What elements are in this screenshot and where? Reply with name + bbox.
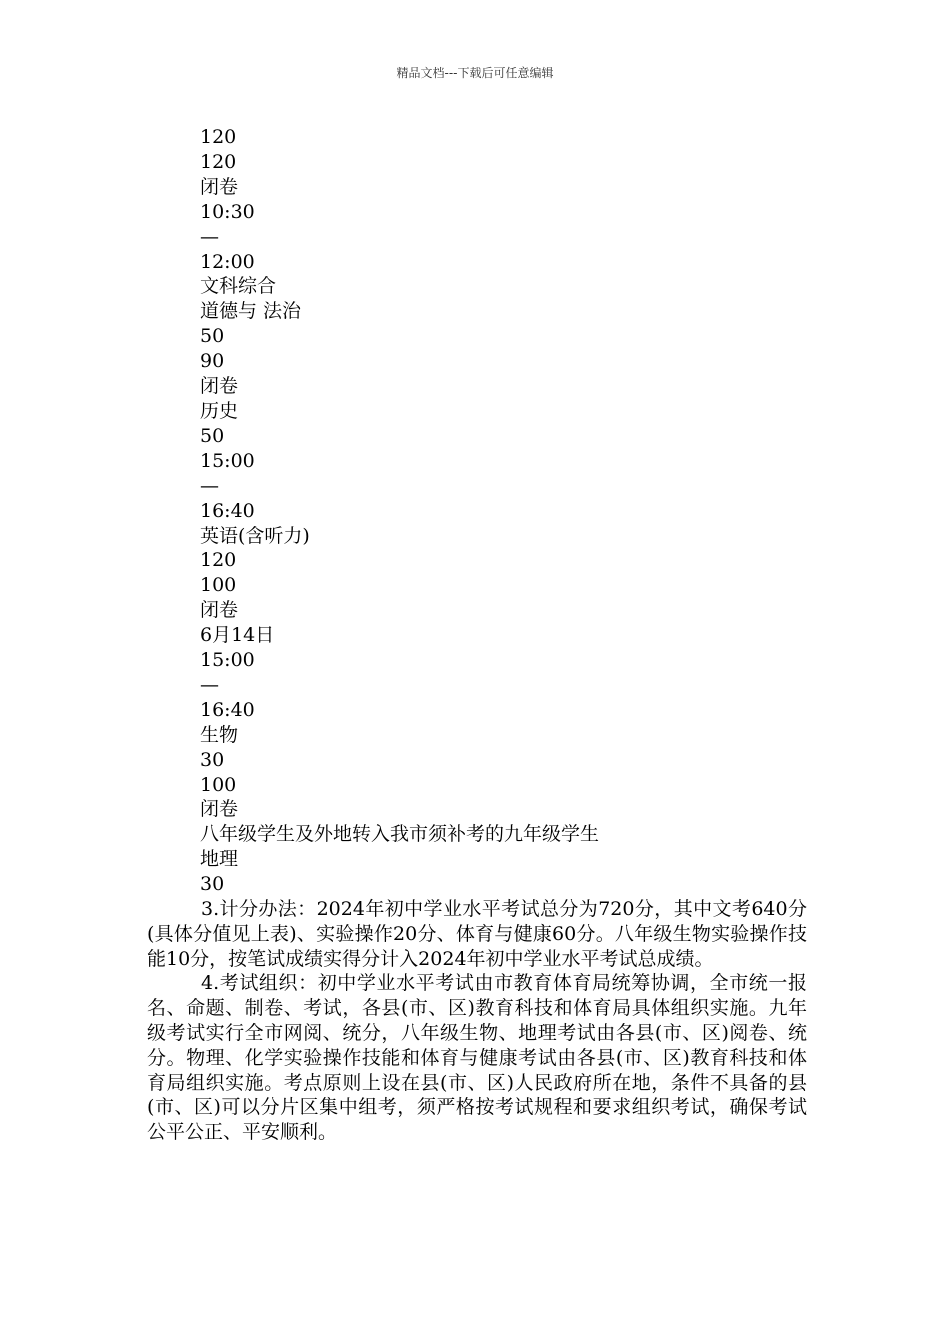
table-cell: 地理: [200, 848, 239, 871]
table-cell: 120: [200, 150, 237, 173]
table-cell: 30: [200, 748, 225, 771]
table-cell: —: [200, 225, 219, 248]
table-cell-list: [200, 125, 599, 897]
table-cell: 英语(含听力): [200, 524, 310, 547]
table-cell: 12:00: [200, 250, 255, 273]
table-cell: 文科综合: [200, 275, 277, 298]
table-cell: —: [200, 673, 219, 696]
table-cell: —: [200, 474, 219, 497]
table-cell: 90: [200, 350, 225, 373]
table-cell: 30: [200, 873, 225, 896]
page-header: 精品文档---下载后可任意编辑: [396, 66, 554, 80]
body-paragraphs: [147, 897, 807, 1145]
table-cell: 生物: [200, 723, 239, 746]
table-cell: 6月14日: [200, 624, 275, 647]
table-cell: 120: [200, 126, 237, 148]
table-cell: 历史: [200, 399, 239, 422]
table-cell: 闭卷: [200, 375, 239, 398]
table-cell: 闭卷: [200, 599, 239, 622]
table-cell: 50: [200, 424, 225, 447]
table-cell: 120: [200, 549, 237, 572]
table-cell: 100: [200, 574, 237, 597]
table-cell: 闭卷: [200, 175, 239, 198]
table-cell: 10:30: [200, 200, 255, 223]
table-cell: 16:40: [200, 698, 255, 721]
table-cell: 15:00: [200, 649, 255, 672]
table-cell: 道德与 法治: [200, 300, 302, 323]
table-cell: 100: [200, 773, 237, 796]
body-paragraph: 3.计分办法：2024年初中学业水平考试总分为720分，其中文考640分(具体分值见上表)、实验操作20分、体育与健康60分。八年级生物实验操作技能10分，按笔试成绩实得分计入2024年初中学业水平考试总成绩。: [147, 898, 807, 970]
table-cell: 50: [200, 325, 225, 348]
table-cell: 16:40: [200, 499, 255, 522]
table-cell: 八年级学生及外地转入我市须补考的九年级学生: [200, 823, 600, 846]
body-paragraph: 4.考试组织：初中学业水平考试由市教育体育局统筹协调，全市统一报名、命题、制卷、考试，各县(市、区)教育科技和体育局具体组织实施。九年级考试实行全市网阅、统分，八年级生物、地理考试由各县(市、区)阅卷、统分。物理、化学实验操作技能和体育与健康考试由各县(市、区)教育科技和体育局组织实施。考点原则上设在县(市、区)人民政府所在地，条件不具备的县(市、区)可以分片区集中组考，须严格按考试规程和要求组织考试，确保考试公平公正、平安顺利。: [147, 972, 807, 1144]
table-cell: 15:00: [200, 449, 255, 472]
table-cell: 闭卷: [200, 798, 239, 821]
